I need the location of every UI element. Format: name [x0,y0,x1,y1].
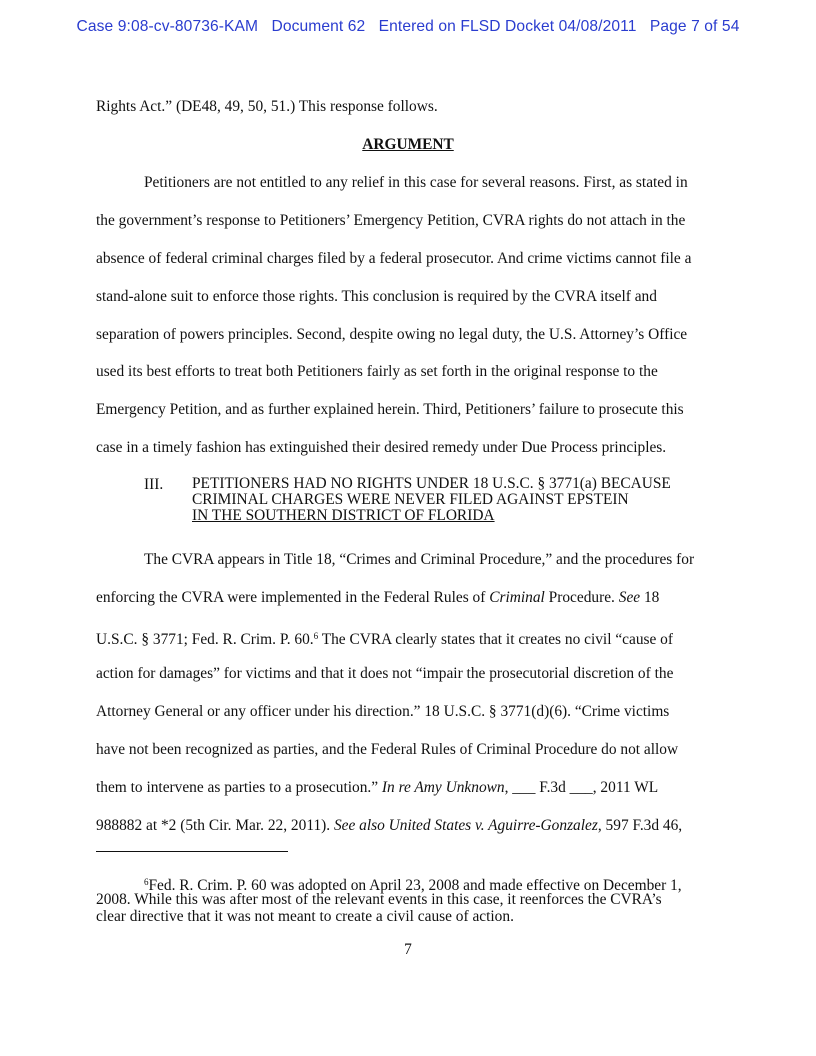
docket-header [0,18,816,36]
para1-line: case in a timely fashion has extinguished their desired remedy under Due Process principles. [96,439,667,456]
footnote-marker: 6 [144,877,149,887]
footnote-line: 2008. While this was after most of the relevant events in this case, it reenforces the CVRA’s [96,891,662,908]
page-of-total: Page 7 of 54 [649,18,740,35]
para2-line: enforcing the CVRA were implemented in the Federal Rules of Criminal Procedure. See 18 [96,589,660,606]
para2-line: Attorney General or any officer under his direction.” 18 U.S.C. § 3771(d)(6). “Crime victims [96,703,670,720]
para1-line: separation of powers principles. Second, despite owing no legal duty, the U.S. Attorney’s Office [96,326,688,343]
para1-line: absence of federal criminal charges filed by a federal prosecutor. And crime victims cannot file a [96,250,692,267]
para1-line: the government’s response to Petitioners’ Emergency Petition, CVRA rights do not attach in the [96,212,686,229]
document-number: Document 62 [271,18,366,35]
para1-line: Petitioners are not entitled to any relief in this case for several reasons. First, as stated in [144,174,688,191]
para1-line: stand-alone suit to enforce those rights. This conclusion is required by the CVRA itself and [96,288,657,305]
para2-line: U.S.C. § 3771; Fed. R. Crim. P. 60.$^6$ The CVRA clearly states that it creates no civil “cause of [96,631,674,648]
para2-line: action for damages” for victims and that it does not “impair the prosecutorial discretion of the [96,665,674,682]
section-title [192,476,671,524]
para2-line: The CVRA appears in Title 18, “Crimes and Criminal Procedure,” and the procedures for [144,551,695,568]
intro-line: Rights Act.” (DE48, 49, 50, 51.) This response follows. [96,98,438,115]
footnote-divider [96,851,288,852]
section-title-line: PETITIONERS HAD NO RIGHTS UNDER 18 U.S.C. § 3771(a) BECAUSE [192,475,671,492]
para2-line: them to intervene as parties to a prosecution.” In re Amy Unknown, ___ F.3d ___, 2011 WL [96,779,659,796]
para2-line: 988882 at *2 (5th Cir. Mar. 22, 2011). See also United States v. Aguirre-Gonzalez, 597 F.3d 46, [96,817,683,834]
case-number: Case 9:08-cv-80736-KAM [76,18,259,35]
section-title-line: IN THE SOUTHERN DISTRICT OF FLORIDA [192,507,495,524]
footnote-line: $^6$Fed. R. Crim. P. 60 was adopted on April 23, 2008 and made effective on December 1, [144,877,682,894]
docket-entry: Entered on FLSD Docket 04/08/2011 [378,18,637,35]
section-title-line: CRIMINAL CHARGES WERE NEVER FILED AGAINST EPSTEIN [192,491,629,508]
para2-line: have not been recognized as parties, and the Federal Rules of Criminal Procedure do not allow [96,741,679,758]
section-number: III. [144,476,164,493]
para1-line: used its best efforts to treat both Petitioners fairly as set forth in the original response to the [96,363,658,380]
footnote-reference: 6 [313,631,319,641]
case-citation: In re Amy Unknown [381,779,505,796]
footnote-line: clear directive that it was not meant to create a civil cause of action. [96,908,514,925]
case-citation: See also United States v. Aguirre-Gonzalez [333,817,598,834]
page-number: 7 [404,941,412,958]
para1-line: Emergency Petition, and as further explained herein. Third, Petitioners’ failure to prosecute this [96,401,684,418]
section-heading-argument: ARGUMENT [362,136,454,153]
